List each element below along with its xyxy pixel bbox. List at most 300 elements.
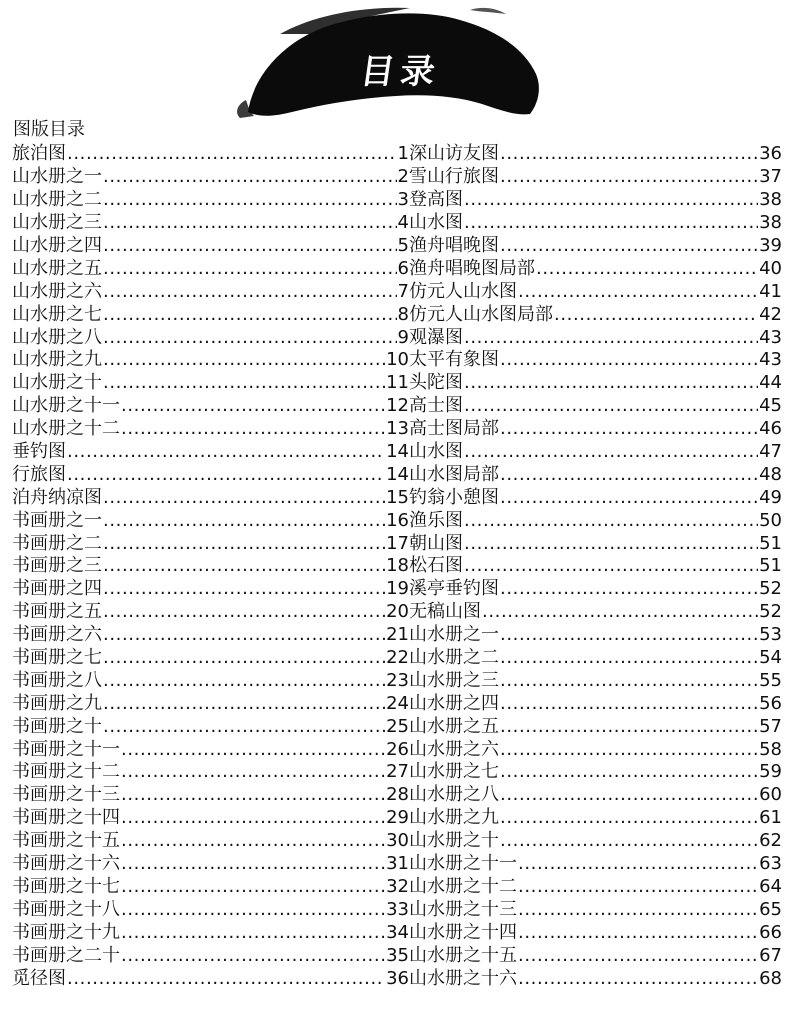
entry-page-number: 52 [759,578,782,600]
toc-entry-left [12,761,409,783]
dot-leader [121,899,385,921]
dot-leader [67,441,385,463]
entry-page-number: 43 [759,349,782,371]
entry-title: 山水册之二 [409,647,499,669]
toc-entry-right [409,922,782,944]
entry-title: 头陀图 [409,372,463,394]
toc-row [12,303,782,326]
toc-row [12,876,782,899]
toc-entry-left [12,533,409,555]
toc-entry-left [12,441,409,463]
toc-entry-right [409,945,782,967]
toc-entry-right [409,853,782,875]
toc-row [12,944,782,967]
dot-leader [518,945,758,967]
toc-entry-left [12,487,409,509]
entry-page-number: 31 [386,853,409,875]
dot-leader [500,830,758,852]
entry-page-number: 15 [386,486,409,508]
dot-leader [103,510,385,532]
dot-leader [103,372,385,394]
dot-leader [536,258,758,280]
entry-title: 书画册之十二 [12,761,120,783]
entry-page-number: 7 [397,280,409,302]
toc-entry-left [12,968,409,990]
entry-title: 山水册之七 [409,761,499,783]
entry-page-number: 37 [759,166,782,188]
entry-title: 书画册之十三 [12,784,120,806]
dot-leader [103,578,385,600]
dot-leader [103,281,397,303]
entry-title: 书画册之二 [12,532,102,554]
entry-title: 山水册之五 [409,715,499,737]
dot-leader [500,578,758,600]
toc-entry-right [409,899,782,921]
dot-leader [103,166,397,188]
dot-leader [518,853,758,875]
toc-row [12,441,782,464]
section-heading: 图版目录 [13,119,85,140]
dot-leader [103,304,397,326]
entry-page-number: 10 [386,349,409,371]
toc-entry-left [12,464,409,486]
dot-leader [103,555,385,577]
toc-entry-left [12,510,409,532]
toc-row [12,784,782,807]
entry-title: 山水册之九 [409,807,499,829]
toc-entry-left [12,166,409,188]
entry-page-number: 24 [386,692,409,714]
entry-page-number: 68 [759,967,782,989]
toc-entry-left [12,555,409,577]
toc-entry-right [409,739,782,761]
dot-leader [500,624,758,646]
entry-title: 无稿山图 [409,601,481,623]
entry-page-number: 8 [397,303,409,325]
dot-leader [500,739,758,761]
entry-title: 山水册之三 [409,669,499,691]
dot-leader [103,624,385,646]
dot-leader [464,533,758,555]
toc-entry-left [12,716,409,738]
entry-title: 书画册之四 [12,578,102,600]
entry-title: 书画册之十六 [12,853,120,875]
entry-page-number: 11 [386,372,409,394]
toc-row [12,692,782,715]
toc-entry-left [12,372,409,394]
toc-row [12,143,782,166]
toc-entry-right [409,212,782,234]
entry-title: 书画册之十五 [12,830,120,852]
entry-title: 高士图 [409,395,463,417]
dot-leader [554,304,758,326]
entry-page-number: 36 [386,967,409,989]
toc-entry-right [409,647,782,669]
entry-title: 行旅图 [12,463,66,485]
dot-leader [103,533,385,555]
toc-row [12,280,782,303]
dot-leader [121,395,385,417]
toc-entry-right [409,693,782,715]
entry-page-number: 62 [759,830,782,852]
entry-page-number: 64 [759,875,782,897]
toc-entry-left [12,853,409,875]
entry-page-number: 39 [759,235,782,256]
entry-title: 书画册之九 [12,692,102,714]
toc-row [12,647,782,670]
entry-title: 山水图 [409,212,463,234]
entry-title: 渔舟唱晚图 [409,235,499,256]
entry-page-number: 54 [759,647,782,669]
entry-title: 山水册之四 [12,235,102,256]
dot-leader [464,441,758,463]
dot-leader [464,510,758,532]
dot-leader [103,487,385,509]
dot-leader [103,258,397,280]
entry-title: 雪山行旅图 [409,166,499,188]
entry-page-number: 43 [759,326,782,348]
entry-page-number: 47 [759,441,782,463]
toc-entry-left [12,143,409,165]
entry-page-number: 48 [759,463,782,485]
entry-page-number: 14 [386,463,409,485]
toc-entry-right [409,670,782,692]
entry-title: 山水册之十二 [12,418,120,440]
toc-entry-right [409,716,782,738]
toc-entry-left [12,281,409,303]
entry-title: 山水册之八 [409,784,499,806]
dot-leader [482,601,758,623]
toc-entry-left [12,327,409,349]
toc-row [12,921,782,944]
entry-title: 觅径图 [12,967,66,989]
toc-entry-left [12,258,409,280]
toc-entry-right [409,876,782,898]
entry-title: 山水册之七 [12,303,102,325]
dot-leader [464,212,758,234]
entry-page-number: 35 [386,944,409,966]
entry-page-number: 14 [386,441,409,463]
entry-page-number: 49 [759,486,782,508]
toc-row [12,326,782,349]
entry-page-number: 45 [759,395,782,417]
toc-entry-right [409,304,782,326]
toc-row [12,463,782,486]
entry-page-number: 38 [759,189,782,211]
entry-page-number: 55 [759,669,782,691]
entry-page-number: 46 [759,418,782,440]
toc-entry-left [12,189,409,211]
entry-title: 书画册之五 [12,601,102,623]
toc-entry-right [409,624,782,646]
dot-leader [500,143,758,165]
toc-row [12,235,782,258]
dot-leader [121,739,385,761]
toc-entry-left [12,670,409,692]
entry-page-number: 1 [397,143,409,165]
dot-leader [518,281,758,303]
entry-page-number: 38 [759,212,782,234]
toc-entry-left [12,784,409,806]
dot-leader [103,235,397,257]
toc-entry-right [409,487,782,509]
dot-leader [103,189,397,211]
toc-entry-left [12,693,409,715]
entry-title: 书画册之十八 [12,898,120,920]
dot-leader [464,395,758,417]
dot-leader [500,166,758,188]
toc-row [12,166,782,189]
entry-page-number: 40 [759,257,782,279]
toc-row [12,807,782,830]
entry-page-number: 34 [386,921,409,943]
toc-row [12,853,782,876]
entry-page-number: 27 [386,761,409,783]
dot-leader [500,647,758,669]
entry-title: 山水册之六 [409,738,499,760]
dot-leader [500,235,758,257]
toc-row [12,761,782,784]
toc-entry-left [12,647,409,669]
entry-page-number: 23 [386,669,409,691]
toc-entry-left [12,922,409,944]
dot-leader [500,349,758,371]
toc-entry-left [12,395,409,417]
entry-page-number: 60 [759,784,782,806]
title-banner [0,0,790,140]
toc-entry-right [409,327,782,349]
page-title: 目录 [357,52,444,92]
dot-leader [103,716,385,738]
dot-leader [103,349,385,371]
dot-leader [518,876,758,898]
entry-title: 山水册之十三 [409,898,517,920]
toc-row [12,555,782,578]
entry-page-number: 41 [759,280,782,302]
entry-title: 山水册之六 [12,280,102,302]
toc-row [12,418,782,441]
entry-title: 山水册之十四 [409,921,517,943]
toc-row [12,189,782,212]
dot-leader [500,693,758,715]
entry-page-number: 6 [397,257,409,279]
dot-leader [500,464,758,486]
entry-title: 观瀑图 [409,326,463,348]
entry-title: 山水册之十 [12,372,102,394]
toc-entry-left [12,578,409,600]
toc-entry-left [12,807,409,829]
entry-page-number: 26 [386,738,409,760]
entry-page-number: 13 [386,418,409,440]
entry-title: 书画册之八 [12,669,102,691]
toc-entry-left [12,235,409,257]
entry-page-number: 21 [386,624,409,646]
toc-row [12,715,782,738]
entry-title: 山水图局部 [409,463,499,485]
dot-leader [121,418,385,440]
dot-leader [103,212,397,234]
entry-title: 书画册之三 [12,555,102,577]
dot-leader [464,327,758,349]
entry-title: 深山访友图 [409,143,499,165]
entry-page-number: 28 [386,784,409,806]
entry-title: 泊舟纳凉图 [12,486,102,508]
entry-page-number: 59 [759,761,782,783]
dot-leader [121,807,385,829]
entry-page-number: 25 [386,715,409,737]
toc-entry-right [409,555,782,577]
toc-entry-right [409,189,782,211]
toc-row [12,395,782,418]
entry-page-number: 3 [397,189,409,211]
toc-row [12,257,782,280]
entry-page-number: 30 [386,830,409,852]
toc-entry-left [12,945,409,967]
entry-title: 渔乐图 [409,509,463,531]
toc-entry-right [409,807,782,829]
entry-title: 朝山图 [409,532,463,554]
entry-page-number: 44 [759,372,782,394]
toc-entry-left [12,624,409,646]
dot-leader [518,899,758,921]
entry-page-number: 4 [397,212,409,234]
entry-title: 山水图 [409,441,463,463]
toc-entry-left [12,601,409,623]
dot-leader [103,693,385,715]
entry-title: 山水册之五 [12,257,102,279]
entry-title: 书画册之十 [12,715,102,737]
toc-entry-left [12,876,409,898]
dot-leader [500,716,758,738]
entry-page-number: 19 [386,578,409,600]
toc-row [12,669,782,692]
entry-title: 书画册之十四 [12,807,120,829]
toc-entry-right [409,533,782,555]
entry-title: 山水册之一 [409,624,499,646]
entry-title: 书画册之十一 [12,738,120,760]
toc-entry-left [12,739,409,761]
dot-leader [518,922,758,944]
dot-leader [121,876,385,898]
entry-page-number: 36 [759,143,782,165]
entry-title: 山水册之十一 [12,395,120,417]
dot-leader [121,830,385,852]
toc-entry-right [409,761,782,783]
entry-title: 仿元人山水图局部 [409,303,553,325]
entry-title: 书画册之六 [12,624,102,646]
toc-entry-left [12,212,409,234]
toc-entry-right [409,281,782,303]
entry-page-number: 42 [759,303,782,325]
toc-entry-left [12,830,409,852]
toc-row [12,830,782,853]
dot-leader [121,922,385,944]
dot-leader [67,968,385,990]
toc-entry-right [409,372,782,394]
toc-entry-right [409,418,782,440]
toc-entry-right [409,601,782,623]
entry-page-number: 56 [759,692,782,714]
dot-leader [121,853,385,875]
entry-page-number: 2 [397,166,409,188]
entry-page-number: 58 [759,738,782,760]
toc-row [12,212,782,235]
toc-entry-right [409,441,782,463]
dot-leader [464,372,758,394]
entry-title: 书画册之十九 [12,921,120,943]
toc-entry-right [409,395,782,417]
entry-page-number: 9 [397,326,409,348]
entry-page-number: 52 [759,601,782,623]
table-of-contents [12,143,782,990]
toc-entry-left [12,899,409,921]
toc-entry-right [409,258,782,280]
dot-leader [500,807,758,829]
toc-row [12,372,782,395]
entry-page-number: 61 [759,807,782,829]
toc-entry-right [409,830,782,852]
entry-title: 书画册之七 [12,647,102,669]
toc-entry-right [409,166,782,188]
dot-leader [500,784,758,806]
toc-entry-right [409,968,782,990]
entry-title: 旅泊图 [12,143,66,165]
toc-row [12,967,782,990]
toc-entry-right [409,510,782,532]
entry-page-number: 22 [386,647,409,669]
dot-leader [500,670,758,692]
toc-entry-left [12,349,409,371]
entry-title: 太平有象图 [409,349,499,371]
toc-entry-right [409,143,782,165]
entry-title: 山水册之四 [409,692,499,714]
entry-page-number: 29 [386,807,409,829]
toc-entry-right [409,235,782,257]
dot-leader [464,189,758,211]
entry-title: 山水册之十一 [409,853,517,875]
toc-entry-right [409,578,782,600]
entry-title: 山水册之十二 [409,875,517,897]
dot-leader [103,601,385,623]
entry-title: 松石图 [409,555,463,577]
entry-title: 山水册之十 [409,830,499,852]
dot-leader [121,761,385,783]
entry-title: 渔舟唱晚图局部 [409,257,535,279]
entry-page-number: 63 [759,853,782,875]
dot-leader [67,464,385,486]
entry-title: 书画册之十七 [12,875,120,897]
entry-page-number: 17 [386,532,409,554]
toc-entry-right [409,349,782,371]
entry-title: 钓翁小憩图 [409,486,499,508]
dot-leader [103,647,385,669]
toc-row [12,738,782,761]
dot-leader [500,487,758,509]
toc-entry-right [409,464,782,486]
ink-brush-splatter [470,8,506,14]
dot-leader [500,418,758,440]
entry-title: 山水册之二 [12,189,102,211]
entry-page-number: 5 [397,235,409,256]
toc-row [12,601,782,624]
dot-leader [121,784,385,806]
toc-row [12,532,782,555]
entry-page-number: 32 [386,875,409,897]
dot-leader [500,761,758,783]
toc-entry-left [12,304,409,326]
entry-title: 山水册之十六 [409,967,517,989]
entry-page-number: 18 [386,555,409,577]
